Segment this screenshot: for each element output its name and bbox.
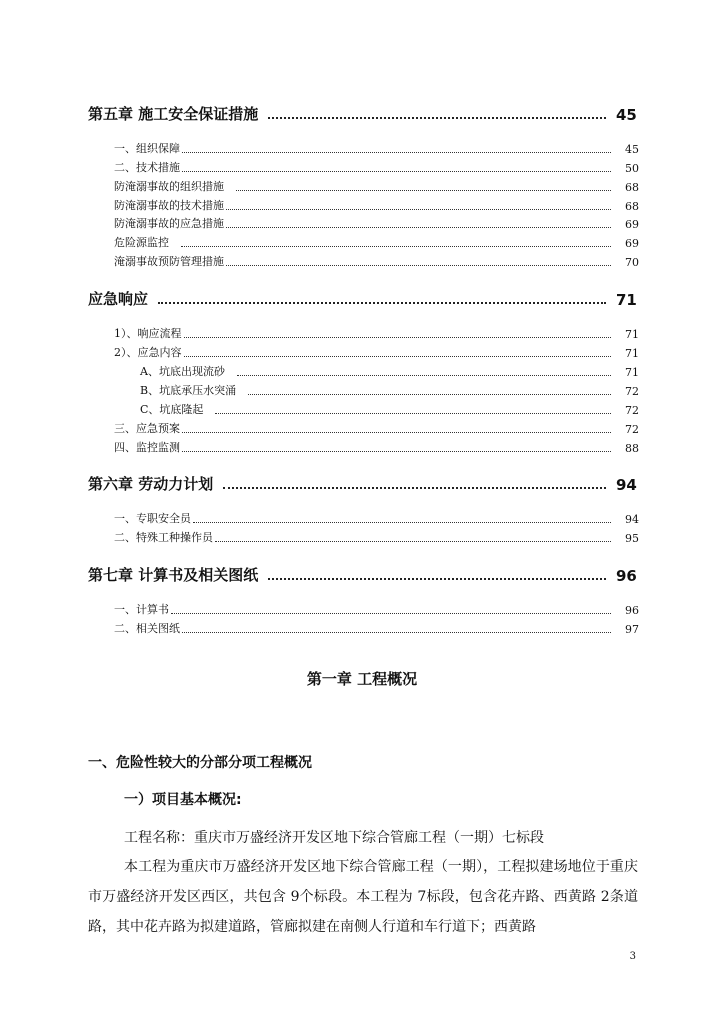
toc-item-label: 二、技术措施 [114,161,180,174]
toc-item[interactable] [114,253,639,269]
toc-entry-chapter-6[interactable] [88,472,636,494]
dot-leader [215,540,611,542]
toc-item[interactable] [114,510,639,526]
dot-leader [226,226,611,228]
toc-item[interactable] [114,234,639,250]
toc-item[interactable] [114,197,639,213]
dot-leader [236,189,611,191]
toc-item-page: 69 [625,218,639,231]
toc-item-page: 96 [625,604,639,617]
toc-item-label: C、坑底隆起 [140,403,204,416]
toc-title: 第五章 施工安全保证措施 [88,105,259,123]
toc-item[interactable] [114,420,639,436]
toc-entry-chapter-5[interactable] [88,102,636,124]
toc-item-page: 94 [625,513,639,526]
toc-item-page: 71 [625,366,639,379]
toc-item-label: B、坑底承压水突涌 [140,384,237,397]
toc-item-label: 防淹溺事故的技术措施 [114,199,224,212]
toc-item-page: 69 [625,237,639,250]
toc-page: 96 [616,567,637,585]
chapter-title: 第一章 工程概况 [306,670,418,688]
toc-item-label: 一、计算书 [114,603,169,616]
toc-item-page: 45 [625,143,639,156]
toc-item-label: 淹溺事故预防管理措施 [114,255,224,268]
toc-item-page: 72 [625,404,639,417]
dot-leader [268,116,606,119]
toc-page: 45 [616,106,637,124]
toc-item[interactable] [140,401,639,417]
toc-item-label: 一、组织保障 [114,142,180,155]
dot-leader [193,521,611,523]
toc-page: 71 [616,291,637,309]
dot-leader [268,577,606,580]
toc-item[interactable] [114,344,639,360]
toc-item-label: 三、应急预案 [114,422,180,435]
toc-item[interactable] [114,439,639,455]
toc-item-label: 四、监控监测 [114,441,180,454]
dot-leader [184,336,612,338]
toc-item-page: 71 [625,328,639,341]
toc-item-page: 71 [625,347,639,360]
dot-leader [237,374,611,376]
toc-item-page: 70 [625,256,639,269]
dot-leader [248,393,611,395]
toc-item[interactable] [114,325,639,341]
toc-item-label: 2）、应急内容 [114,346,182,359]
paragraph-project-description: 本工程为重庆市万盛经济开发区地下综合管廊工程（一期），工程拟建场地位于重庆市万盛经济开发区西区，共包含 9个标段。本工程为 7标段，包含花卉路、西黄路 2条道路，其中花卉路为拟建道路，管廊拟建在南侧人行道和车行道下；西黄路 [88,859,638,935]
subsection-heading: 一）项目基本概况: [124,792,242,808]
toc-item-label: A、坑底出现流砂 [140,365,225,378]
dot-leader [182,151,611,153]
toc-title: 应急响应 [88,290,149,308]
toc-item[interactable] [114,159,639,175]
toc-item-label: 1）、响应流程 [114,327,182,340]
dot-leader [181,245,611,247]
page-number: 3 [629,951,636,962]
dot-leader [226,208,611,210]
dot-leader [182,450,611,452]
toc-item-page: 95 [625,532,639,545]
toc-title: 第七章 计算书及相关图纸 [88,566,259,584]
section-heading: 一、危险性较大的分部分项工程概况 [88,755,312,771]
toc-item[interactable] [114,178,639,194]
toc-item[interactable] [114,215,639,231]
toc-item-label: 防淹溺事故的应急措施 [114,217,224,230]
toc-item-page: 72 [625,385,639,398]
paragraph-project-name: 工程名称：重庆市万盛经济开发区地下综合管廊工程（一期）七标段 [124,830,544,846]
toc-item-page: 88 [625,442,639,455]
toc-item-page: 72 [625,423,639,436]
toc-item-label: 危险源监控 [114,236,169,249]
dot-leader [158,301,606,304]
dot-leader [223,486,606,489]
toc-item-label: 二、相关图纸 [114,622,180,635]
dot-leader [182,431,611,433]
dot-leader [171,612,611,614]
toc-item[interactable] [114,140,639,156]
toc-item-page: 50 [625,162,639,175]
toc-title: 第六章 劳动力计划 [88,475,214,493]
dot-leader [226,264,611,266]
toc-item-page: 97 [625,623,639,636]
toc-entry-emergency-response[interactable] [88,287,636,309]
toc-item[interactable] [114,529,639,545]
dot-leader [182,170,611,172]
dot-leader [182,631,611,633]
toc-item-page: 68 [625,181,639,194]
toc-page: 94 [616,476,637,494]
toc-item[interactable] [140,363,639,379]
toc-item[interactable] [140,382,639,398]
dot-leader [215,412,611,414]
dot-leader [184,355,612,357]
toc-item-label: 防淹溺事故的组织措施 [114,180,224,193]
toc-item[interactable] [114,601,639,617]
toc-entry-chapter-7[interactable] [88,563,636,585]
toc-item-label: 一、专职安全员 [114,512,191,525]
toc-item-page: 68 [625,200,639,213]
toc-item[interactable] [114,620,639,636]
toc-item-label: 二、特殊工种操作员 [114,531,213,544]
